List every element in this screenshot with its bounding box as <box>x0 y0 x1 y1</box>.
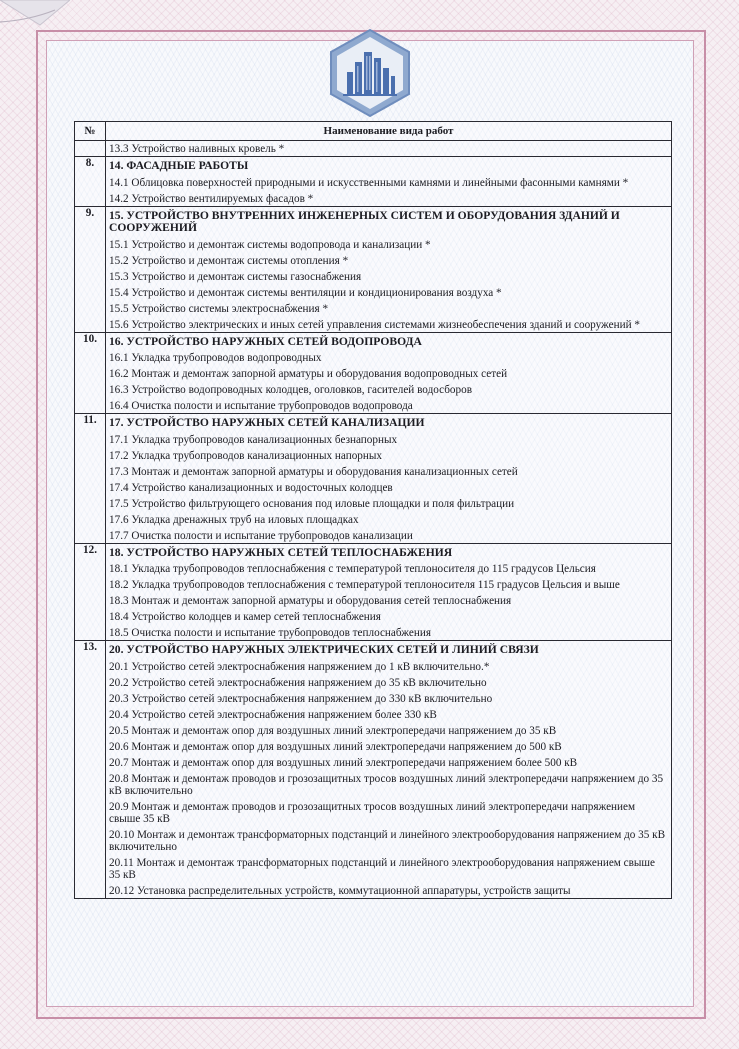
work-item: 15.5 Устройство системы электроснабжения * <box>109 302 329 315</box>
table-row <box>75 206 672 332</box>
work-item: 18.2 Укладка трубопроводов теплоснабжения с температурой теплоносителя 115 градусов Цельсия и выше <box>109 579 620 591</box>
section-number: 11. <box>75 414 106 544</box>
row-content <box>106 206 672 332</box>
work-item: 18.3 Монтаж и демонтаж запорной арматуры и оборудования сетей теплоснабжения <box>109 595 512 607</box>
section-title: 18. УСТРОЙСТВО НАРУЖНЫХ СЕТЕЙ ТЕПЛОСНАБЖЕНИЯ <box>109 545 453 559</box>
table-row <box>75 543 672 641</box>
section-number: 13. <box>75 641 106 899</box>
work-item: 20.6 Монтаж и демонтаж опор для воздушных линий электропередачи напряжением до 500 кВ <box>109 740 562 753</box>
work-item: 18.1 Укладка трубопроводов теплоснабжения с температурой теплоносителя до 115 градусов Цельсия <box>109 563 596 575</box>
row-content <box>106 414 672 544</box>
work-item: 17.4 Устройство канализационных и водосточных колодцев <box>109 481 393 494</box>
header-name: Наименование вида работ <box>106 122 672 141</box>
work-item: 18.4 Устройство колодцев и камер сетей теплоснабжения <box>109 611 381 623</box>
header-num: № <box>75 122 106 141</box>
work-item: 20.9 Монтаж и демонтаж проводов и грозозащитных тросов воздушных линий электропередачи напряжением свыше 35 кВ <box>109 800 636 825</box>
work-item: 20.5 Монтаж и демонтаж опор для воздушных линий электропередачи напряжением до 35 кВ <box>109 724 557 737</box>
work-item: 20.10 Монтаж и демонтаж трансформаторных подстанций и линейного электрооборудования напряжением до 35 кВ включительно <box>109 828 666 853</box>
section-title: 20. УСТРОЙСТВО НАРУЖНЫХ ЭЛЕКТРИЧЕСКИХ СЕТЕЙ И ЛИНИЙ СВЯЗИ <box>109 643 539 656</box>
row-content <box>106 157 672 207</box>
table-row <box>75 332 672 414</box>
work-item: 14.1 Облицовка поверхностей природными и искусственными камнями и линейными фасонными камнями * <box>109 176 629 189</box>
corner-fold-icon <box>0 0 70 50</box>
section-number: 9. <box>75 206 106 332</box>
table-row <box>75 641 672 899</box>
work-item: 14.2 Устройство вентилируемых фасадов * <box>109 192 314 205</box>
work-item: 15.3 Устройство и демонтаж системы газоснабжения <box>109 270 362 283</box>
work-item: 16.1 Укладка трубопроводов водопроводных <box>109 352 322 364</box>
work-item: 20.3 Устройство сетей электроснабжения напряжением до 330 кВ включительно <box>109 692 493 705</box>
section-number: 8. <box>75 157 106 207</box>
section-title: 14. ФАСАДНЫЕ РАБОТЫ <box>109 159 249 172</box>
work-item: 17.1 Укладка трубопроводов канализационных безнапорных <box>109 433 398 446</box>
work-item: 15.6 Устройство электрических и иных сетей управления системами жизнеобеспечения зданий и сооружений * <box>109 318 640 331</box>
work-item: 15.2 Устройство и демонтаж системы отопления * <box>109 254 349 267</box>
city-skyline-emblem-icon <box>325 28 415 118</box>
work-item: 20.11 Монтаж и демонтаж трансформаторных подстанций и линейного электрооборудования напряжением свыше 35 кВ <box>109 856 656 881</box>
table-row <box>75 157 672 207</box>
section-number: 12. <box>75 543 106 641</box>
work-item: 17.6 Укладка дренажных труб на иловых площадках <box>109 513 359 526</box>
work-item: 15.4 Устройство и демонтаж системы вентиляции и кондиционирования воздуха * <box>109 286 502 299</box>
work-item: 17.2 Укладка трубопроводов канализационных напорных <box>109 449 382 462</box>
works-table <box>74 121 672 899</box>
section-number: 10. <box>75 332 106 414</box>
work-item: 20.7 Монтаж и демонтаж опор для воздушных линий электропередачи напряжением более 500 кВ <box>109 756 578 769</box>
work-item: 13.3 Устройство наливных кровель * <box>109 143 285 155</box>
work-item: 17.5 Устройство фильтрующего основания под иловые площадки и поля фильтрации <box>109 497 515 510</box>
row-content <box>106 543 672 641</box>
row-number <box>75 141 106 157</box>
work-item: 20.1 Устройство сетей электроснабжения напряжением до 1 кВ включительно.* <box>109 660 490 673</box>
section-title: 15. УСТРОЙСТВО ВНУТРЕННИХ ИНЖЕНЕРНЫХ СИСТЕМ И ОБОРУДОВАНИЯ ЗДАНИЙ И СООРУЖЕНИЙ <box>109 208 620 234</box>
row-content <box>106 332 672 414</box>
table-row <box>75 141 672 157</box>
table-row <box>75 414 672 544</box>
section-title: 16. УСТРОЙСТВО НАРУЖНЫХ СЕТЕЙ ВОДОПРОВОДА <box>109 334 422 348</box>
work-item: 16.2 Монтаж и демонтаж запорной арматуры и оборудования водопроводных сетей <box>109 368 508 380</box>
work-item: 17.3 Монтаж и демонтаж запорной арматуры и оборудования канализационных сетей <box>109 465 518 478</box>
row-content <box>106 141 672 157</box>
work-item: 15.1 Устройство и демонтаж системы водопровода и канализации * <box>109 238 431 251</box>
work-item: 16.4 Очистка полости и испытание трубопроводов водопровода <box>109 400 413 412</box>
work-item: 17.7 Очистка полости и испытание трубопроводов канализации <box>109 529 413 542</box>
row-content <box>106 641 672 899</box>
work-item: 16.3 Устройство водопроводных колодцев, оголовков, гасителей водосборов <box>109 384 472 396</box>
table-header-row <box>75 122 672 141</box>
work-item: 20.4 Устройство сетей электроснабжения напряжением более 330 кВ <box>109 708 437 721</box>
work-item: 20.2 Устройство сетей электроснабжения напряжением до 35 кВ включительно <box>109 676 487 689</box>
work-item: 18.5 Очистка полости и испытание трубопроводов теплоснабжения <box>109 627 431 639</box>
work-item: 20.12 Установка распределительных устройств, коммутационной аппаратуры, устройств защиты <box>109 884 571 897</box>
work-item: 20.8 Монтаж и демонтаж проводов и грозозащитных тросов воздушных линий электропередачи напряжением до 35 кВ включительно <box>109 772 664 797</box>
section-title: 17. УСТРОЙСТВО НАРУЖНЫХ СЕТЕЙ КАНАЛИЗАЦИИ <box>109 416 425 429</box>
